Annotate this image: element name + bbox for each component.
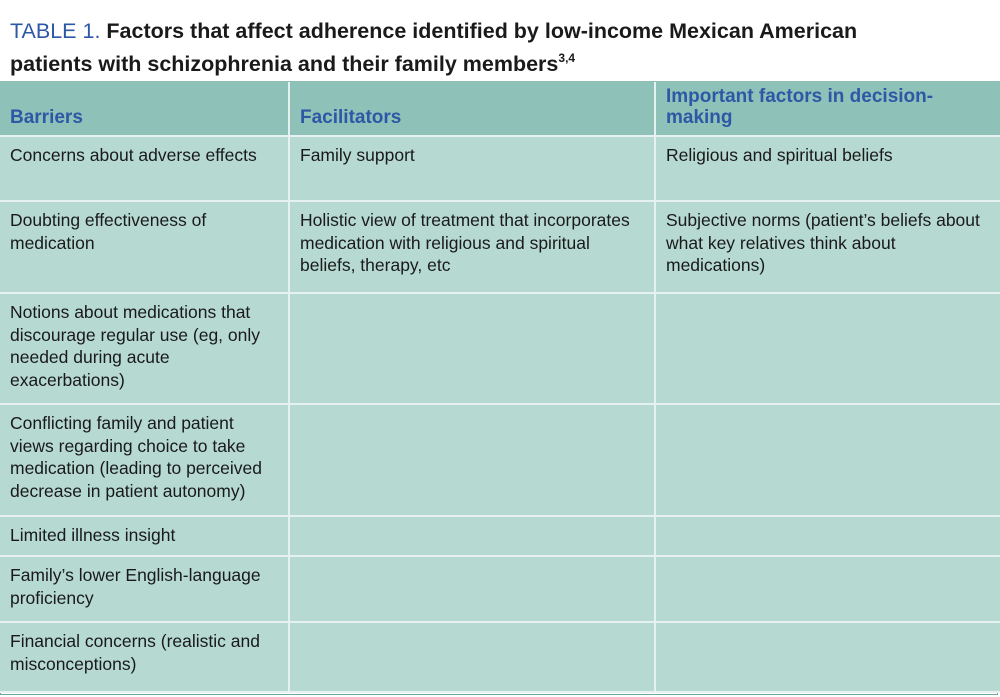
table-row xyxy=(0,136,1000,201)
table-cell xyxy=(655,622,1000,692)
table-row xyxy=(0,516,1000,556)
table-header-row xyxy=(0,82,1000,136)
table-label: TABLE 1. xyxy=(10,19,101,43)
caption-line-1 xyxy=(10,18,857,44)
caption-line-2 xyxy=(10,45,575,77)
table-cell: Subjective norms (patient’s beliefs about what key relatives think about medications) xyxy=(655,201,1000,293)
table-cell: Concerns about adverse effects xyxy=(0,136,289,201)
table-cell xyxy=(655,516,1000,556)
table-cell xyxy=(289,404,655,516)
table-cell xyxy=(289,293,655,404)
header-barriers: Barriers xyxy=(0,82,289,136)
table-cell xyxy=(655,404,1000,516)
table-cell: Doubting effectiveness of medication xyxy=(0,201,289,293)
table-cell: Limited illness insight xyxy=(0,516,289,556)
table-cell: Financial concerns (realistic and misconceptions) xyxy=(0,622,289,692)
table-row xyxy=(0,622,1000,692)
table-cell: Family’s lower English-language proficiency xyxy=(0,556,289,622)
table-caption xyxy=(0,0,1000,82)
table-row xyxy=(0,404,1000,516)
table-cell xyxy=(289,622,655,692)
table-cell: Holistic view of treatment that incorporates medication with religious and spiritual beliefs, therapy, etc xyxy=(289,201,655,293)
table-cell xyxy=(289,516,655,556)
reference-superscript: 3,4 xyxy=(558,51,576,65)
table-title-line-1: Factors that affect adherence identified by low-income Mexican American xyxy=(106,19,858,43)
table-title-line-2: patients with schizophrenia and their family members xyxy=(10,52,559,76)
table-cell: Conflicting family and patient views regarding choice to take medication (leading to perceived decrease in patient autonomy) xyxy=(0,404,289,516)
table-cell xyxy=(655,293,1000,404)
table-cell xyxy=(289,556,655,622)
table-cell: Notions about medications that discourage regular use (eg, only needed during acute exacerbations) xyxy=(0,293,289,404)
header-decision-factors: Important factors in decision-making xyxy=(655,82,1000,136)
table-cell: Religious and spiritual beliefs xyxy=(655,136,1000,201)
table-row xyxy=(0,201,1000,293)
table-row xyxy=(0,293,1000,404)
adherence-factors-table xyxy=(0,82,1000,693)
header-facilitators: Facilitators xyxy=(289,82,655,136)
table-row xyxy=(0,556,1000,622)
table-cell xyxy=(655,556,1000,622)
table-cell: Family support xyxy=(289,136,655,201)
